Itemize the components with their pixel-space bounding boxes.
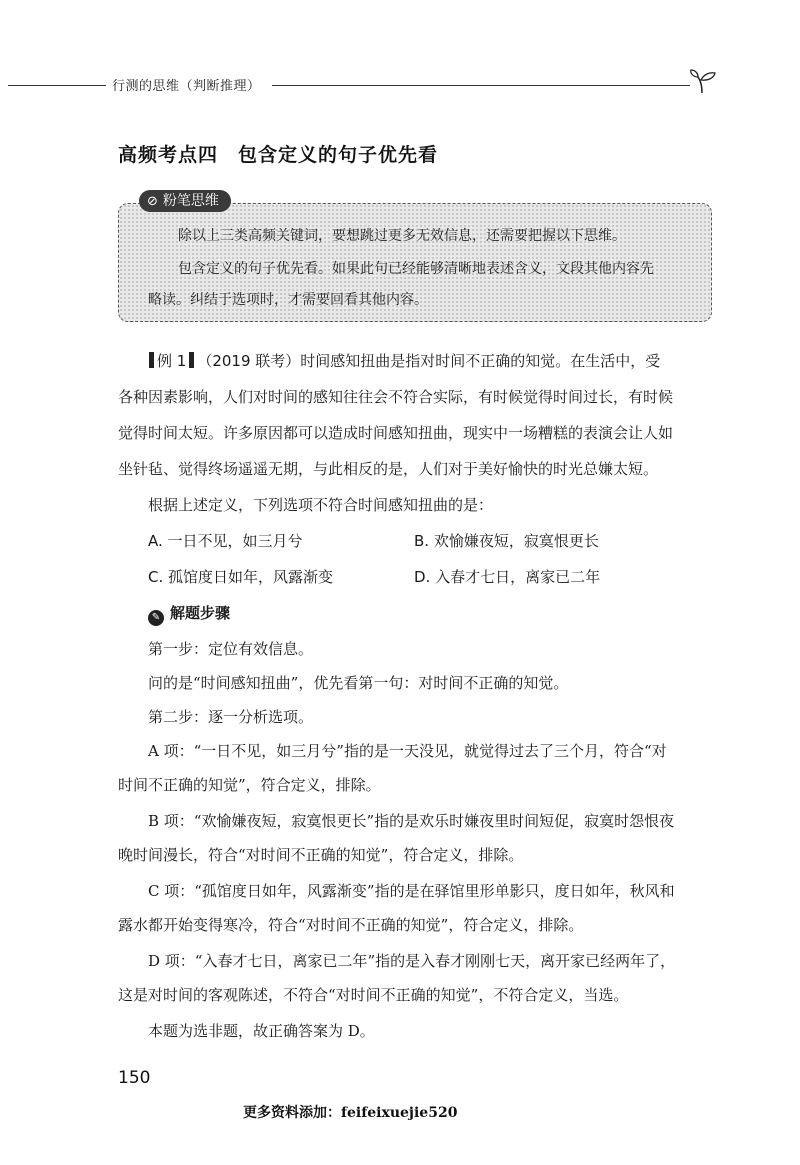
step-1-detail: 问的是“时间感知扭曲”，优先看第一句：对时间不正确的知觉。 <box>148 674 569 692</box>
footer-note: 更多资料添加：feifeixuejie520 <box>243 1105 458 1121</box>
example-question: 根据上述定义，下列选项不符合时间感知扭曲的是： <box>148 496 494 514</box>
note-line-2: 包含定义的句子优先看。如果此句已经能够清晰地表述含义，文段其他内容先 <box>178 261 654 277</box>
step-2: 第二步：逐一分析选项。 <box>148 708 314 726</box>
note-line-3: 略读。纠结于选项时，才需要回看其他内容。 <box>148 292 428 308</box>
analysis-a-line-1: A 项：“一日不见，如三月兮”指的是一天没见，就觉得过去了三个月，符合“对 <box>148 742 667 760</box>
header-rule-right <box>272 85 690 86</box>
example-marker-right <box>189 352 194 368</box>
analysis-a-line-2: 时间不正确的知觉”，符合定义，排除。 <box>118 776 381 794</box>
page-number: 150 <box>118 1068 151 1088</box>
note-tag-label: 粉笔思维 <box>162 193 219 209</box>
running-header <box>0 68 800 98</box>
example-line-3: 觉得时间太短。许多原因都可以造成时间感知扭曲，现实中一场糟糕的表演会让人如 <box>118 424 674 442</box>
option-b: B. 欢愉嫌夜短，寂寞恨更长 <box>414 532 599 550</box>
analysis-c-line-2: 露水都开始变得寒冷，符合“对时间不正确的知觉”，符合定义，排除。 <box>118 916 584 934</box>
sprout-icon <box>688 68 718 94</box>
analysis-d-line-2: 这是对时间的客观陈述，不符合“对时间不正确的知觉”，不符合定义，当选。 <box>118 986 629 1004</box>
running-title: 行测的思维（判断推理） <box>112 79 261 94</box>
analysis-c-line-1: C 项：“孤馆度日如年，风露渐变”指的是在驿馆里形单影只，度日如年，秋风和 <box>148 882 675 900</box>
solution-heading <box>148 602 230 626</box>
option-d: D. 入春才七日，离家已二年 <box>414 568 601 586</box>
section-title: 高频考点四 包含定义的句子优先看 <box>118 144 439 166</box>
analysis-d-line-1: D 项：“入春才七日，离家已二年”指的是入春才刚刚七天，离开家已经两年了， <box>148 952 676 970</box>
example-line-4: 坐针毡、觉得终场遥遥无期，与此相反的是，人们对于美好愉快的时光总嫌太短。 <box>118 460 659 478</box>
header-rule-left <box>8 85 106 86</box>
example-line-1 <box>146 350 660 371</box>
note-tag <box>139 190 231 212</box>
note-line-1: 除以上三类高频关键词，要想跳过更多无效信息，还需要把握以下思维。 <box>178 228 626 244</box>
example-label: 例 1 <box>157 352 187 370</box>
pencil-icon: ✎ <box>148 610 164 626</box>
answer-line: 本题为选非题，故正确答案为 D。 <box>148 1022 375 1040</box>
analysis-b-line-1: B 项：“欢愉嫌夜短，寂寞恨更长”指的是欢乐时嫌夜里时间短促，寂寞时怨恨夜 <box>148 812 675 830</box>
example-marker-left <box>149 352 154 368</box>
solution-heading-label: 解题步骤 <box>170 604 231 622</box>
option-a: A. 一日不见，如三月兮 <box>148 532 303 550</box>
pen-circle-icon: ⊘ <box>147 194 158 209</box>
example-line-2: 各种因素影响，人们对时间的感知往往会不符合实际，有时候觉得时间过长，有时候 <box>118 388 674 406</box>
example-text-1: （2019 联考）时间感知扭曲是指对时间不正确的知觉。在生活中，受 <box>197 352 661 370</box>
option-c: C. 孤馆度日如年，风露渐变 <box>148 568 334 586</box>
step-1: 第一步：定位有效信息。 <box>148 640 314 658</box>
analysis-b-line-2: 晚时间漫长，符合“对时间不正确的知觉”，符合定义，排除。 <box>118 846 524 864</box>
